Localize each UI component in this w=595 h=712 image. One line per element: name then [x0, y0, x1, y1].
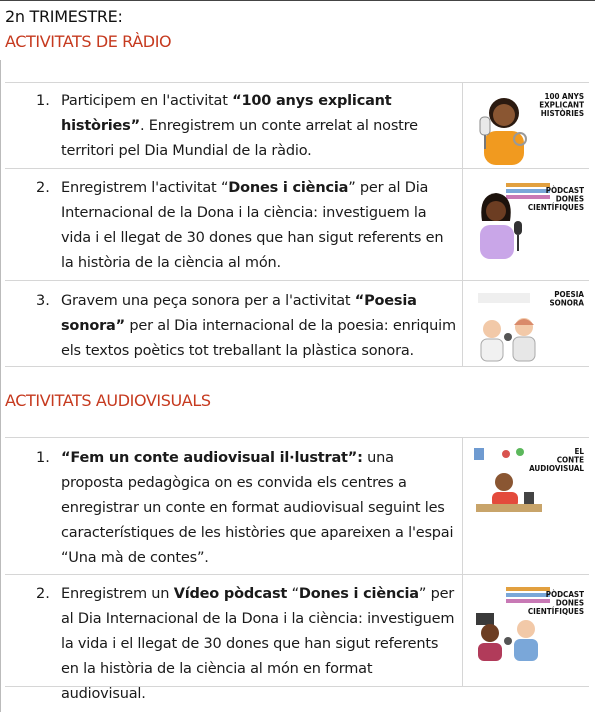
list-number: 2. [36, 180, 50, 196]
radio-section-heading: ACTIVITATS DE RÀDIO [5, 32, 172, 51]
shirt-shape [480, 225, 514, 259]
activity-text-cell [5, 438, 463, 574]
text-run: Gravem una peça sonora per a l'activitat [61, 293, 355, 309]
activity-description [61, 446, 457, 571]
bold-run: “Poesia sonora” [61, 293, 417, 334]
activity-illustration [468, 181, 586, 259]
camera-shape [476, 613, 494, 625]
audiovisual-storytelling-illustration [468, 442, 586, 520]
bold-run: Dones i ciència [298, 586, 419, 602]
audiovisual-section-heading: ACTIVITATS AUDIOVISUALS [5, 391, 211, 410]
audiovisual-activities-table [5, 437, 589, 702]
image-caption: 100 ANYS EXPLICANT HISTÒRIES [539, 92, 584, 118]
microphone-shape [504, 637, 512, 645]
bold-run: Dones i ciència [228, 180, 349, 196]
face-right-shape [517, 620, 535, 638]
face-shape [493, 104, 515, 126]
body-right-shape [514, 639, 538, 661]
text-run: ” per al Dia Internacional de la Dona i la ciència: investiguem la vida i el llegat de 30 dones que han sigut referents en la història de la ciència al món. [61, 180, 444, 271]
activity-illustration [468, 442, 586, 520]
activity-text-cell [5, 281, 463, 366]
body-right-shape [513, 337, 535, 361]
face-left-shape [483, 320, 501, 338]
microphone-shape [480, 117, 490, 135]
radio-host-illustration [468, 87, 586, 165]
activity-description [61, 89, 457, 164]
text-run: per al Dia internacional de la poesia: enriquim els textos poètics tot treballant la plàstica sonora. [61, 318, 456, 359]
bold-run: “Fem un conte audiovisual il·lustrat”: [61, 450, 363, 466]
text-run: Enregistrem l'activitat “ [61, 180, 229, 196]
face-shape [495, 473, 513, 491]
table-shape [476, 504, 542, 512]
text-run: Participem en l'activitat [61, 93, 233, 109]
text-run: una proposta pedagògica on es convida els centres a enregistrar un conte en format audiovisual seguint les característiques de les històries que apareixen a l'espai “Una mà de contes”. [61, 450, 454, 566]
body-left-shape [481, 339, 503, 361]
science-icons-strip [506, 587, 550, 603]
body-left-shape [478, 643, 502, 661]
audiovisual-activity-2 [5, 575, 589, 702]
podcast-scientist-illustration [468, 181, 586, 259]
radio-activities-table [5, 82, 589, 367]
sweater-shape [484, 131, 524, 165]
list-number: 1. [36, 450, 50, 466]
image-caption: EL CONTE AUDIOVISUAL [529, 447, 584, 473]
list-number: 1. [36, 93, 50, 109]
list-number: 2. [36, 586, 50, 602]
activity-description [61, 176, 457, 276]
phone-icon-shape [474, 448, 484, 460]
page-left-border [0, 60, 1, 712]
radio-activity-2 [5, 169, 589, 281]
image-caption: PÒDCAST DONES CIENTÍFIQUES [527, 590, 584, 616]
image-caption: POESIA SONORA [549, 290, 584, 308]
text-run: “ [287, 586, 299, 602]
face-left-shape [481, 624, 499, 642]
science-icons-strip [506, 183, 550, 199]
text-run: ” per al Dia Internacional de la Dona i la ciència: investiguem la vida i el llegat de 30 dones que han sigut referents en la història de la ciència al món en format audiovisual. [61, 586, 455, 702]
image-caption: PÒDCAST DONES CIENTÍFIQUES [527, 186, 584, 212]
microphone-shape [504, 333, 512, 341]
activity-description [61, 582, 457, 707]
activity-illustration [468, 585, 586, 663]
microphone-shape [514, 221, 522, 235]
text-run: . Enregistrem un conte arrelat al nostre territori pel Dia Mundial de la ràdio. [61, 118, 418, 159]
video-podcast-illustration [468, 585, 586, 663]
audiovisual-activity-1 [5, 438, 589, 575]
face-shape [486, 201, 506, 221]
activity-illustration [468, 87, 586, 165]
list-number: 3. [36, 293, 50, 309]
activity-illustration [468, 285, 586, 363]
trimester-heading: 2n TRIMESTRE: [5, 7, 123, 26]
activity-text-cell [5, 83, 463, 168]
faded-words [478, 293, 530, 303]
radio-activity-1 [5, 83, 589, 169]
page-top-border [0, 0, 595, 1]
radio-activity-3 [5, 281, 589, 367]
activity-description [61, 289, 457, 364]
activity-text-cell [5, 169, 463, 280]
bold-run: Vídeo pòdcast [173, 586, 288, 602]
bold-run: “100 anys explicant històries” [61, 93, 392, 134]
activity-text-cell [5, 575, 463, 702]
sound-poetry-illustration [468, 285, 586, 363]
text-run: Enregistrem un [61, 586, 174, 602]
